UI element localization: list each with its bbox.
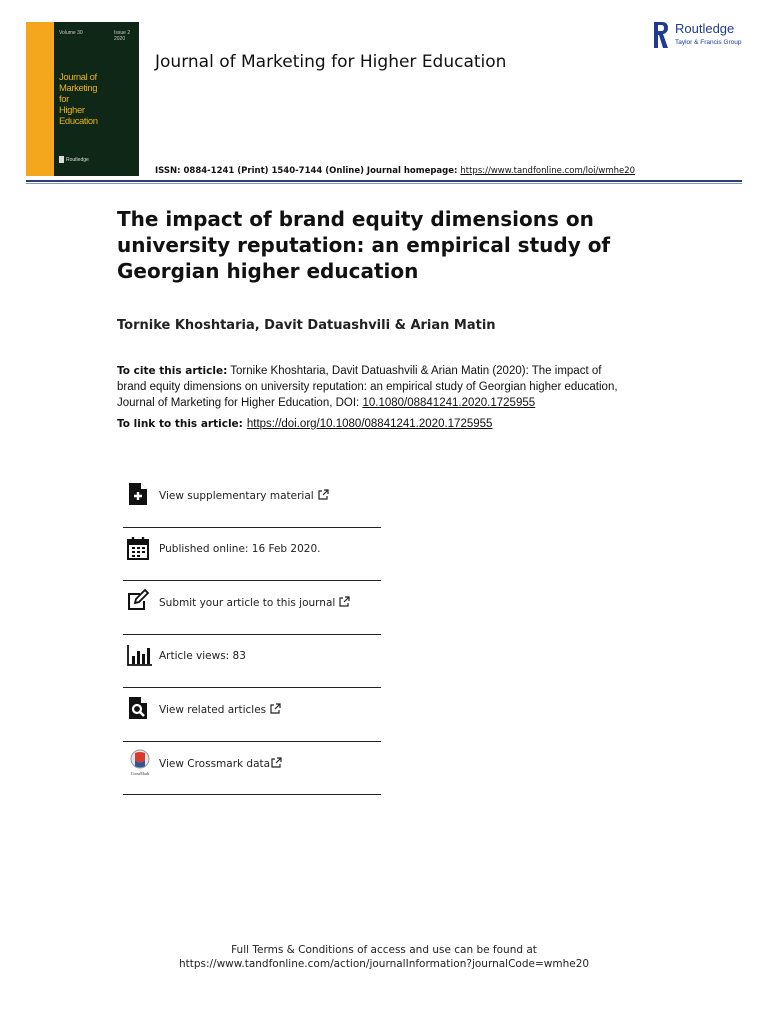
item-label: View related articles bbox=[159, 703, 281, 716]
item-label: View Crossmark data bbox=[159, 757, 282, 770]
logo-subtitle: Taylor & Francis Group bbox=[675, 39, 742, 46]
link-label: To link to this article: bbox=[117, 418, 243, 430]
issn-text: ISSN: 0884-1241 (Print) 1540-7144 (Online) Journal homepage: bbox=[155, 166, 461, 176]
header-rule-thin bbox=[26, 183, 742, 184]
article-title bbox=[117, 206, 677, 284]
cover-logo-icon bbox=[59, 156, 64, 163]
cover-title-line: Marketing bbox=[59, 83, 98, 94]
supplementary-material-item[interactable] bbox=[123, 474, 381, 528]
footer-url[interactable]: https://www.tandfonline.com/action/journalInformation?journalCode=wmhe20 bbox=[178, 958, 590, 970]
crossmark-item[interactable] bbox=[123, 742, 381, 796]
article-doi-url[interactable]: https://doi.org/10.1080/08841241.2020.1725955 bbox=[246, 418, 493, 430]
external-link-icon bbox=[270, 703, 281, 714]
crossmark-icon-text: CrossMark bbox=[130, 770, 150, 776]
cite-text: Journal of Marketing for Higher Education, DOI: bbox=[117, 397, 363, 409]
item-label: Published online: 16 Feb 2020. bbox=[159, 542, 321, 555]
journal-cover bbox=[26, 22, 139, 176]
cite-text: brand equity dimensions on university reputation: an empirical study of Georgian higher education, bbox=[117, 381, 618, 393]
cover-title-line: Higher bbox=[59, 105, 85, 116]
crossmark-icon bbox=[127, 748, 153, 776]
cover-title-line: Education bbox=[59, 116, 98, 127]
article-views-item bbox=[123, 635, 381, 689]
citation-block bbox=[117, 363, 677, 411]
article-title-line: Georgian higher education bbox=[117, 259, 419, 283]
article-link-line bbox=[117, 418, 492, 430]
journal-homepage-link[interactable]: https://www.tandfonline.com/loi/wmhe20 bbox=[460, 166, 636, 176]
footer-terms: Full Terms & Conditions of access and use can be found at bbox=[231, 944, 537, 956]
header-rule bbox=[26, 180, 742, 182]
article-title-line: university reputation: an empirical study of bbox=[117, 233, 611, 257]
cover-stripe bbox=[26, 22, 54, 176]
cover-issue: Issue 2 2020 bbox=[114, 30, 131, 42]
add-file-icon bbox=[127, 482, 149, 506]
journal-title: Journal of Marketing for Higher Education bbox=[155, 52, 507, 72]
cover-title bbox=[59, 72, 137, 127]
external-link-icon bbox=[339, 596, 350, 607]
logo-name: Routledge bbox=[675, 21, 735, 36]
doi-link[interactable]: 10.1080/08841241.2020.1725955 bbox=[362, 397, 536, 409]
search-document-icon bbox=[127, 696, 149, 720]
related-articles-item[interactable] bbox=[123, 688, 381, 742]
item-label: Article views: 83 bbox=[159, 649, 246, 662]
cite-label: To cite this article: bbox=[117, 365, 228, 377]
external-link-icon bbox=[271, 757, 282, 768]
issn-line bbox=[155, 166, 635, 176]
bar-chart-icon bbox=[127, 643, 153, 667]
calendar-icon bbox=[127, 536, 149, 560]
article-title-line: The impact of brand equity dimensions on bbox=[117, 207, 594, 231]
external-link-icon bbox=[318, 489, 329, 500]
article-actions bbox=[123, 474, 381, 795]
routledge-r-icon bbox=[653, 21, 669, 49]
item-label: View supplementary material bbox=[159, 489, 329, 502]
cover-title-line: for bbox=[59, 94, 69, 105]
cover-volume: Volume 30 bbox=[59, 30, 83, 36]
cover-title-line: Journal of bbox=[59, 72, 97, 83]
item-label: Submit your article to this journal bbox=[159, 596, 350, 609]
submit-article-item[interactable] bbox=[123, 581, 381, 635]
edit-icon bbox=[127, 589, 149, 613]
article-authors: Tornike Khoshtaria, Davit Datuashvili & Arian Matin bbox=[117, 318, 496, 333]
footer bbox=[0, 943, 768, 971]
cite-text: Tornike Khoshtaria, Davit Datuashvili & Arian Matin (2020): The impact of bbox=[227, 365, 602, 377]
cover-publisher: Routledge bbox=[59, 156, 89, 163]
published-online-item bbox=[123, 528, 381, 582]
